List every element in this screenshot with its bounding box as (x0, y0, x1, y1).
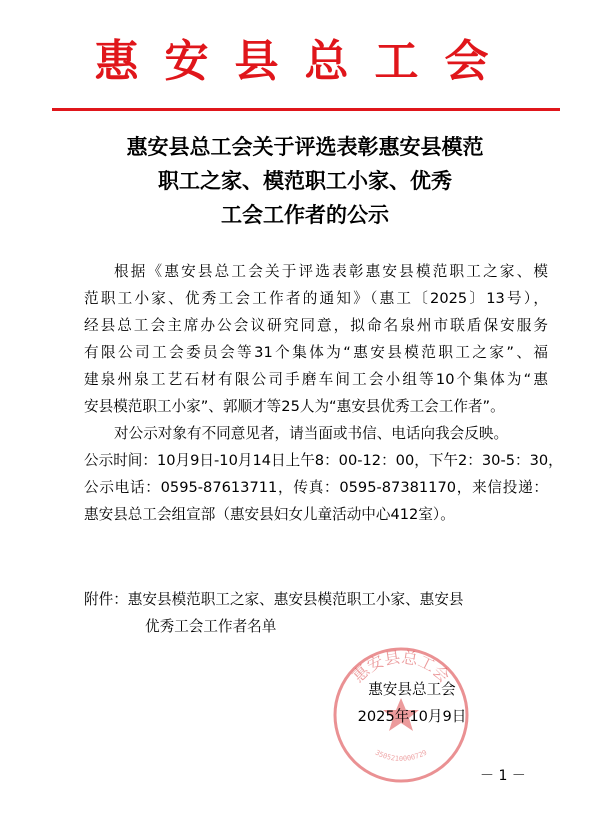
body-line: 公示时间：10月9日-10月14日上午8：00-12：00，下午2：30-5：30， (84, 452, 563, 469)
signature-date: 2025年10月9日 (357, 708, 467, 725)
signature-org: 惠安县总工会 (368, 681, 456, 698)
body-line: 范职工小家、优秀工会工作者的通知》（惠工〔2025〕13号）， (84, 290, 548, 307)
body-line: 根据《惠安县总工会关于评选表彰惠安县模范职工之家、模 (114, 263, 548, 280)
document-body (84, 258, 563, 528)
attachment-list (84, 586, 554, 640)
attachment-line-1: 附件：惠安县模范职工之家、惠安县模范职工小家、惠安县 (84, 591, 464, 608)
seal-code: 3505210000729 (373, 748, 429, 763)
seal-text: 惠安县总工会 (348, 647, 454, 687)
title-line-3: 工会工作者的公示 (221, 202, 389, 227)
body-line: 建泉州泉工艺石材有限公司手磨车间工会小组等10个集体为“惠 (84, 371, 548, 388)
body-line: 对公示对象有不同意见者，请当面或书信、电话向我会反映。 (114, 425, 509, 442)
signature-block (322, 676, 502, 730)
attachment-line-2: 优秀工会工作者名单 (145, 618, 277, 635)
title-line-1: 惠安县总工会关于评选表彰惠安县模范 (126, 134, 484, 159)
org-header: 惠安县总工会 (94, 36, 515, 87)
body-line: 公示电话：0595-87613711，传真：0595-87381170，来信投递： (84, 479, 548, 496)
body-line: 安县模范职工小家”、郭顺才等25人为“惠安县优秀工会工作者”。 (84, 398, 505, 415)
svg-text:3505210000729 (374, 749, 428, 763)
body-line: 经县总工会主席办公会议研究同意，拟命名泉州市联盾保安服务 (84, 317, 548, 334)
body-line: 有限公司工会委员会等31个集体为“惠安县模范职工之家”、福 (84, 344, 548, 361)
header-divider (52, 108, 560, 111)
document-title (40, 130, 570, 232)
title-line-2: 职工之家、模范职工小家、优秀 (158, 168, 452, 193)
body-line: 惠安县总工会组宣部（惠安县妇女儿童活动中心412室）。 (84, 506, 455, 523)
page-number: － 1 － (480, 768, 526, 784)
